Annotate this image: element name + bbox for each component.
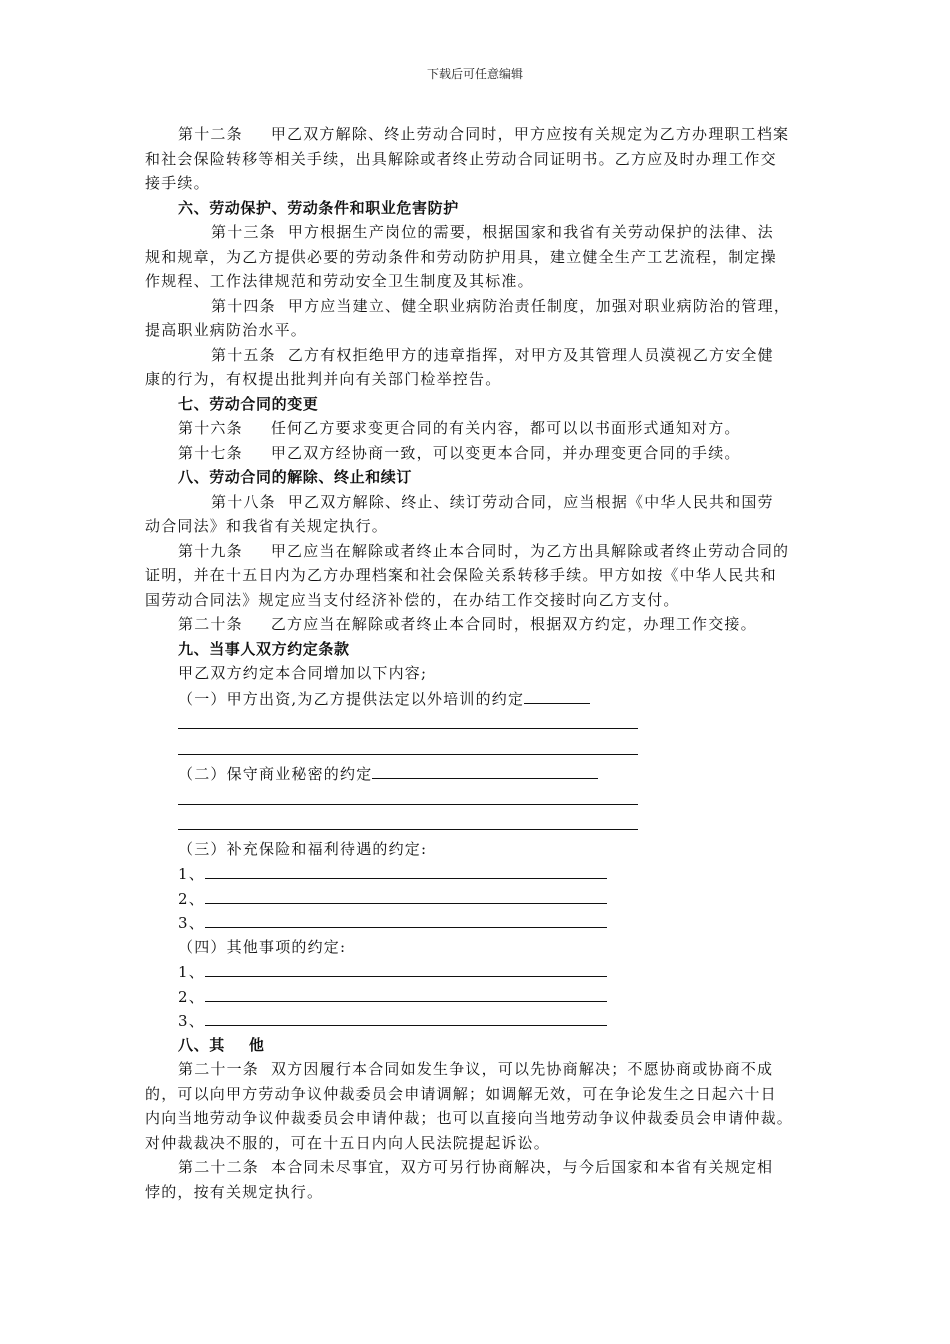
trade-secrets-blank-line-1[interactable]	[178, 786, 638, 805]
clause-other-matters: （四）其他事项的约定:	[178, 937, 347, 956]
insurance-item-2: 2、	[145, 886, 805, 911]
clause-trade-secrets: （二）保守商业秘密的约定	[145, 761, 805, 786]
trade-secrets-blank[interactable]	[372, 761, 598, 779]
training-blank-line-1[interactable]	[178, 710, 638, 729]
article-16: 第十六条 任何乙方要求变更合同的有关内容，都可以以书面形式通知对方。	[178, 419, 741, 437]
training-blank-line-2[interactable]	[178, 736, 638, 755]
insurance-item-1: 1、	[145, 861, 805, 886]
other-item-3-blank[interactable]	[205, 1008, 607, 1026]
other-item-2-blank[interactable]	[205, 984, 607, 1002]
article-15-line-1: 第十五条 乙方有权拒绝甲方的违章指挥，对甲方及其管理人员漠视乙方安全健	[211, 345, 774, 364]
insurance-item-3-blank[interactable]	[205, 910, 607, 928]
article-18-number: 第十八条	[211, 492, 276, 511]
section-7-heading: 七、劳动合同的变更	[178, 394, 319, 413]
agreed-terms-intro: 甲乙双方约定本合同增加以下内容;	[178, 664, 428, 682]
article-22-line-1: 第二十二条 本合同未尽事宜，双方可另行协商解决，与今后国家和本省有关规定相	[178, 1158, 774, 1176]
article-12-line-1: 第十二条 甲乙双方解除、终止劳动合同时，甲方应按有关规定为乙方办理职工档案	[178, 125, 790, 143]
other-item-2: 2、	[145, 984, 805, 1009]
article-15-number: 第十五条	[211, 345, 276, 364]
article-18-line-1: 第十八条 甲乙双方解除、终止、续订劳动合同，应当根据《中华人民共和国劳	[211, 492, 774, 511]
article-18-line-2: 动合同法》和我省有关规定执行。	[145, 517, 389, 535]
article-13-line-3: 作规程、工作法律规范和劳动安全卫生制度及其标准。	[145, 272, 534, 290]
other-item-1-blank[interactable]	[205, 959, 607, 977]
section-9-heading: 九、当事人双方约定条款	[178, 639, 350, 658]
article-13-line-2: 规和规章，为乙方提供必要的劳动条件和劳动防护用具，建立健全生产工艺流程，制定操	[145, 247, 777, 266]
section-other-heading: 八、其 他	[178, 1035, 265, 1054]
article-19-number: 第十九条	[178, 541, 243, 560]
training-blank[interactable]	[524, 686, 590, 704]
article-12-line-3: 接手续。	[145, 174, 210, 192]
article-15-line-2: 康的行为，有权提出批判并向有关部门检举控告。	[145, 370, 502, 388]
article-20: 第二十条 乙方应当在解除或者终止本合同时，根据双方约定，办理工作交接。	[178, 615, 757, 633]
article-12-line-2: 和社会保险转移等相关手续，出具解除或者终止劳动合同证明书。乙方应及时办理工作交	[145, 149, 777, 168]
trade-secrets-blank-line-2[interactable]	[178, 811, 638, 830]
clause-training: （一）甲方出资,为乙方提供法定以外培训的约定	[145, 686, 805, 711]
article-21-number: 第二十一条	[178, 1060, 260, 1078]
other-item-1: 1、	[145, 959, 805, 984]
other-item-3: 3、	[145, 1008, 805, 1033]
clause-insurance-benefits: （三）补充保险和福利待遇的约定:	[178, 839, 428, 858]
article-20-number: 第二十条	[178, 615, 243, 633]
article-21-line-2: 的，可以向甲方劳动争议仲裁委员会申请调解；如调解无效，可在争论发生之日起六十日	[145, 1084, 777, 1103]
page-header: 下载后可任意编辑	[426, 67, 523, 81]
article-16-number: 第十六条	[178, 419, 243, 437]
contract-body	[145, 122, 805, 1204]
article-19-line-2: 证明，并在十五日内为乙方办理档案和社会保险关系转移手续。甲方如按《中华人民共和	[145, 566, 777, 584]
insurance-item-3: 3、	[145, 910, 805, 935]
article-19-line-1: 第十九条 甲乙应当在解除或者终止本合同时，为乙方出具解除或者终止劳动合同的	[178, 541, 790, 560]
insurance-item-1-blank[interactable]	[205, 861, 607, 879]
article-13-line-1: 第十三条 甲方根据生产岗位的需要，根据国家和我省有关劳动保护的法律、法	[211, 223, 774, 241]
article-19-line-3: 国劳动合同法》规定应当支付经济补偿的，在办结工作交接时向乙方支付。	[145, 590, 680, 609]
article-21-line-3: 内向当地劳动争议仲裁委员会申请仲裁；也可以直接向当地劳动争议仲裁委员会申请仲裁。	[145, 1109, 794, 1127]
article-14-line-1: 第十四条 甲方应当建立、健全职业病防治责任制度，加强对职业病防治的管理，	[211, 296, 791, 315]
article-21-line-1: 第二十一条 双方因履行本合同如发生争议，可以先协商解决；不愿协商或协商不成	[178, 1060, 774, 1078]
insurance-item-2-blank[interactable]	[205, 886, 607, 904]
article-14-line-2: 提高职业病防治水平。	[145, 321, 308, 339]
article-21-line-4: 对仲裁裁决不服的，可在十五日内向人民法院提起诉讼。	[145, 1133, 551, 1152]
article-22-line-2: 悖的，按有关规定执行。	[145, 1182, 324, 1201]
article-22-number: 第二十二条	[178, 1158, 260, 1176]
section-6-heading: 六、劳动保护、劳动条件和职业危害防护	[178, 198, 459, 217]
article-17: 第十七条 甲乙双方经协商一致，可以变更本合同，并办理变更合同的手续。	[178, 443, 741, 462]
section-8-heading: 八、劳动合同的解除、终止和续订	[178, 468, 413, 486]
article-14-number: 第十四条	[211, 296, 276, 315]
article-13-number: 第十三条	[211, 223, 276, 241]
article-12-number: 第十二条	[178, 125, 243, 143]
article-17-number: 第十七条	[178, 443, 243, 462]
